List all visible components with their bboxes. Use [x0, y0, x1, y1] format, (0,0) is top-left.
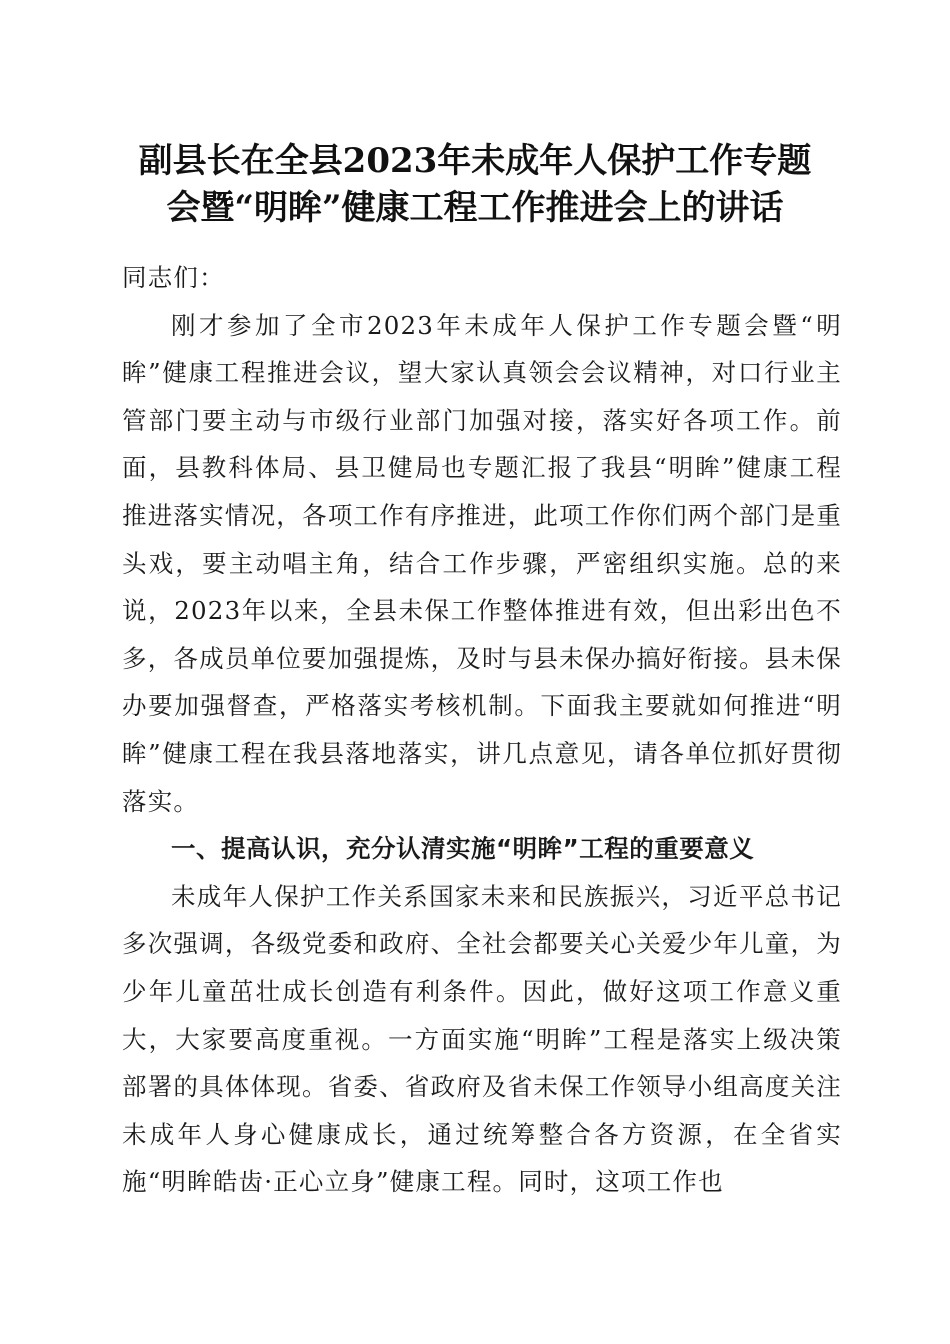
paragraph-section-1: 未成年人保护工作关系国家未来和民族振兴，习近平总书记多次强调，各级党委和政府、全社会都要关心关爱少年儿童，为少年儿童茁壮成长创造有利条件。因此，做好这项工作意义重大，大家要高度重视。一方面实施“明眸”工程是落实上级决策部署的具体体现。省委、省政府及省未保工作领导小组高度关注未成年人身心健康成长，通过统筹整合各方资源，在全省实施“明眸皓齿·正心立身”健康工程。同时，这项工作也 [122, 881, 842, 1197]
title-line-2: 会暨“明眸”健康工程工作推进会上的讲话 [166, 188, 784, 228]
salutation: 同志们： [122, 263, 225, 292]
document-body [122, 254, 842, 1206]
title-line-1: 副县长在全县2023年未成年人保护工作专题 [138, 141, 812, 181]
paragraph-intro: 刚才参加了全市2023年未成年人保护工作专题会暨“明眸”健康工程推进会议，望大家认真领会会议精神，对口行业主管部门要主动与市级行业部门加强对接，落实好各项工作。前面，县教科体局、县卫健局也专题汇报了我县“明眸”健康工程推进落实情况，各项工作有序推进，此项工作你们两个部门是重头戏，要主动唱主角，结合工作步骤，严密组织实施。总的来说，2023年以来，全县未保工作整体推进有效，但出彩出色不多，各成员单位要加强提炼，及时与县未保办搞好衔接。县未保办要加强督查，严格落实考核机制。下面我主要就如何推进“明眸”健康工程在我县落地落实，讲几点意见，请各单位抓好贯彻落实。 [122, 310, 842, 816]
document-title [100, 138, 850, 232]
section-heading-1: 一、提高认识，充分认清实施“明眸”工程的重要意义 [171, 834, 755, 864]
